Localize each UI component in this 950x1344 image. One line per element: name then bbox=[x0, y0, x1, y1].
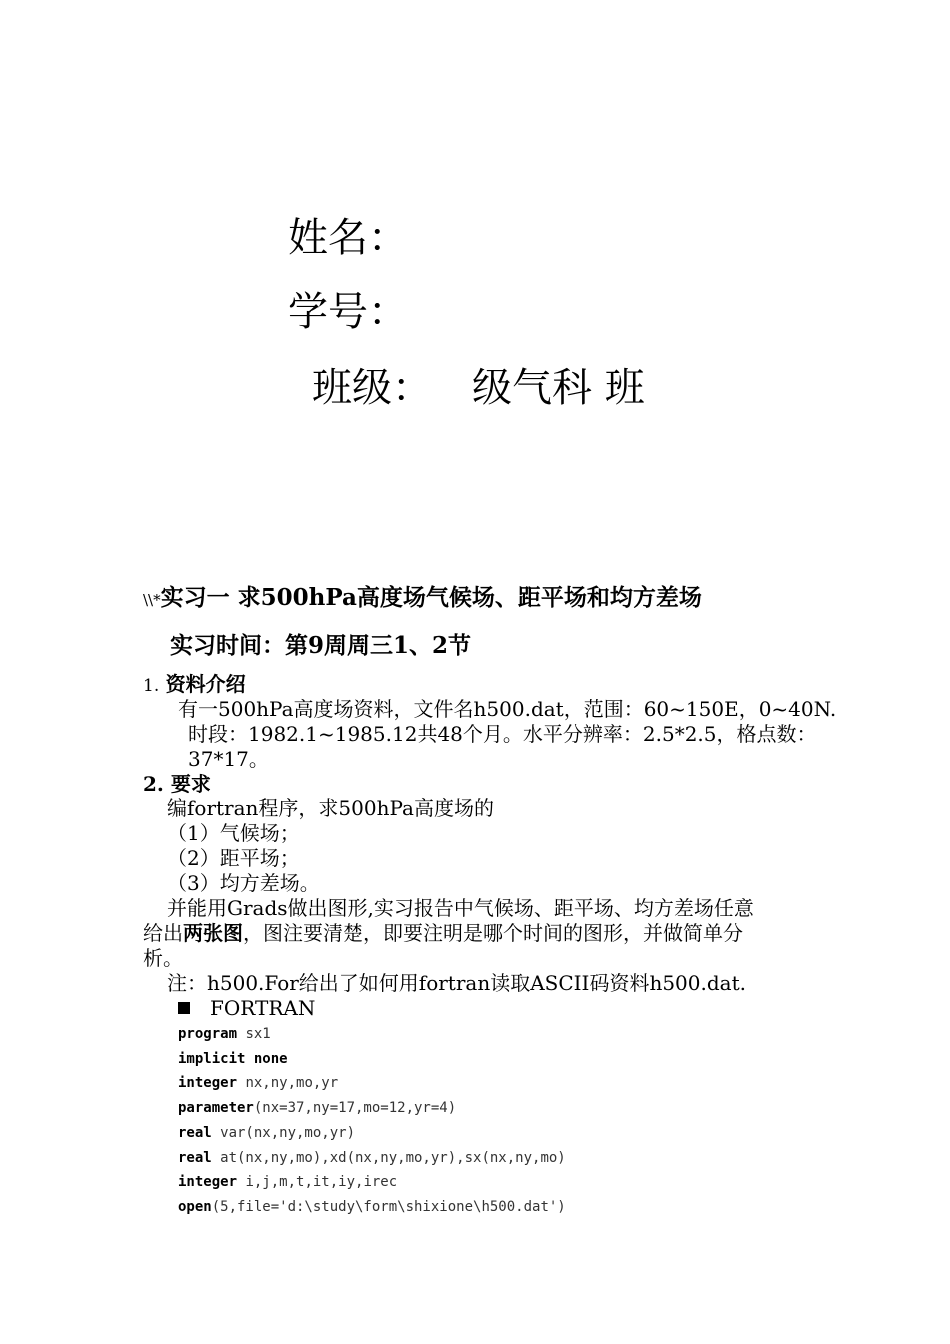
code-rest: sx1 bbox=[237, 1026, 271, 1042]
code-keyword: real bbox=[178, 1124, 212, 1141]
code-listing bbox=[178, 1022, 566, 1220]
title-field-code: \\* bbox=[143, 591, 161, 609]
code-keyword: integer bbox=[178, 1075, 238, 1092]
requirements-paragraph-a: 并能用Grads做出图形,实习报告中气候场、距平场、均方差场任意 bbox=[167, 896, 754, 920]
heading-text: 资料介绍 bbox=[165, 672, 246, 696]
code-keyword: program bbox=[178, 1026, 238, 1042]
section-title bbox=[143, 583, 702, 615]
heading-number: 2. bbox=[143, 772, 164, 796]
code-rest: var(nx,ny,mo,yr) bbox=[211, 1124, 356, 1141]
requirement-item: （2）距平场； bbox=[167, 846, 300, 870]
code-line bbox=[178, 1146, 566, 1171]
data-intro-line-2: 时段：1982.1~1985.12共48个月。水平分辨率：2.5*2.5，格点数： bbox=[188, 722, 817, 746]
heading-text: 要求 bbox=[170, 772, 211, 796]
heading-number: 1. bbox=[143, 676, 160, 696]
square-bullet-icon bbox=[178, 1002, 190, 1014]
bullet-label: FORTRAN bbox=[210, 996, 316, 1020]
code-rest: at(nx,ny,mo),xd(nx,ny,mo,yr),sx(nx,ny,mo) bbox=[211, 1149, 566, 1166]
requirement-item: （1）气候场； bbox=[167, 821, 300, 845]
title-text: 实习一 求500hPa高度场气候场、距平场和均方差场 bbox=[160, 584, 702, 611]
code-line bbox=[178, 1022, 566, 1047]
requirements-intro: 编fortran程序，求500hPa高度场的 bbox=[167, 796, 494, 820]
class-label: 班级： bbox=[312, 365, 432, 411]
class-value: 级气科 班 bbox=[472, 365, 645, 411]
code-line bbox=[178, 1096, 566, 1121]
name-label: 姓名： bbox=[288, 215, 408, 261]
requirements-heading bbox=[143, 772, 211, 797]
code-rest: (nx=37,ny=17,mo=12,yr=4) bbox=[253, 1100, 457, 1117]
code-line bbox=[178, 1071, 566, 1096]
code-keyword: implicit none bbox=[178, 1050, 288, 1067]
requirements-paragraph-b bbox=[143, 921, 743, 946]
code-keyword: parameter bbox=[178, 1100, 254, 1117]
requirements-paragraph-c: 析。 bbox=[143, 946, 183, 970]
data-intro-line-3: 37*17。 bbox=[188, 747, 269, 771]
para-b-emphasis: 两张图 bbox=[183, 921, 243, 945]
para-b-post: ，图注要清楚，即要注明是哪个时间的图形，并做简单分 bbox=[243, 921, 743, 945]
code-rest: i,j,m,t,it,iy,irec bbox=[237, 1174, 398, 1191]
data-intro-heading bbox=[143, 672, 246, 699]
code-keyword: real bbox=[178, 1149, 212, 1166]
code-rest: (5,file='d:\study\form\shixione\h500.dat') bbox=[211, 1198, 566, 1215]
para-b-pre: 给出 bbox=[143, 921, 183, 945]
note-line: 注：h500.For给出了如何用fortran读取ASCII码资料h500.dat. bbox=[167, 971, 746, 995]
code-keyword: integer bbox=[178, 1174, 238, 1191]
fortran-bullet bbox=[178, 996, 315, 1021]
code-rest: nx,ny,mo,yr bbox=[237, 1075, 339, 1092]
code-keyword: open bbox=[178, 1198, 212, 1215]
practice-time: 实习时间：第9周周三1、2节 bbox=[170, 632, 472, 659]
requirement-item: （3）均方差场。 bbox=[167, 871, 320, 895]
code-line bbox=[178, 1047, 566, 1072]
data-intro-line-1: 有一500hPa高度场资料，文件名h500.dat，范围：60~150E，0~40N. bbox=[178, 697, 837, 721]
code-line bbox=[178, 1195, 566, 1220]
code-line bbox=[178, 1170, 566, 1195]
student-id-label: 学号： bbox=[288, 289, 408, 335]
code-line bbox=[178, 1121, 566, 1146]
